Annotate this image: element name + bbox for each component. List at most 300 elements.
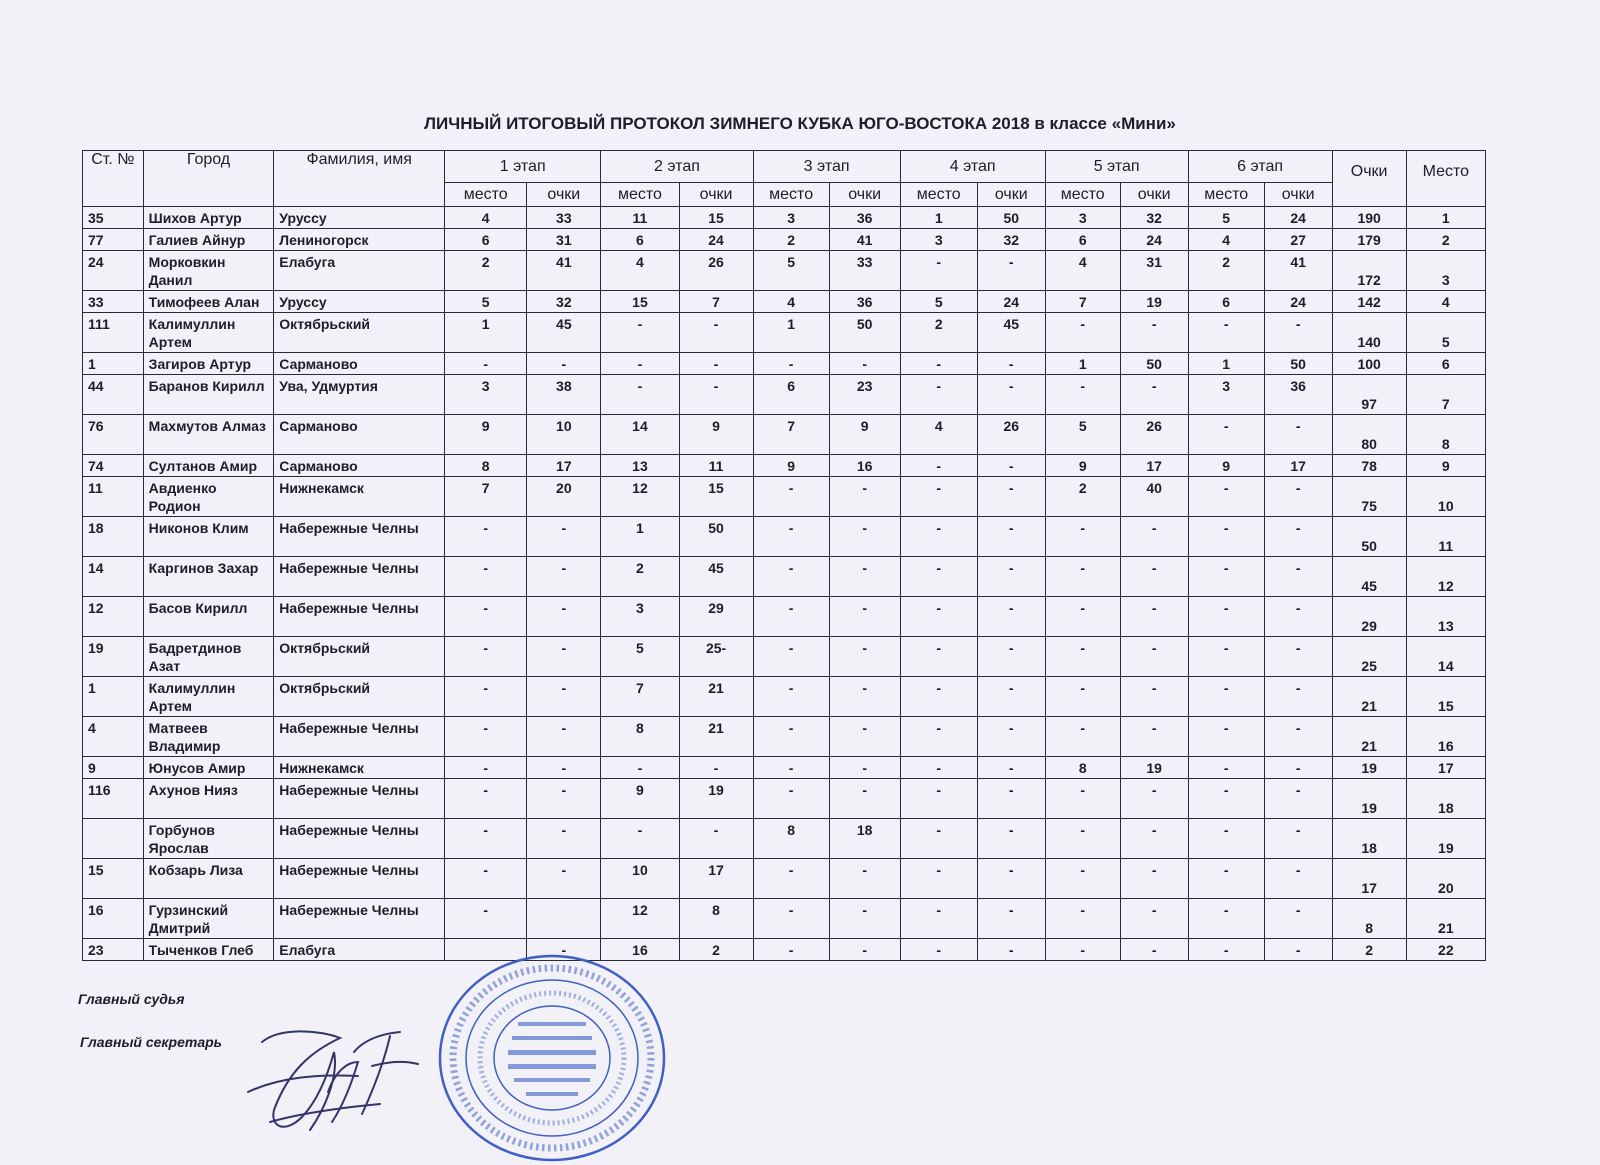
stage-5-place-cell: 1 — [1045, 353, 1120, 375]
participant-cell: Бадретдинов Азат — [143, 637, 274, 677]
table-row — [83, 557, 1486, 597]
stage-6-place-cell: 3 — [1188, 375, 1264, 415]
stage-6-place-cell: 2 — [1188, 251, 1264, 291]
table-row — [83, 717, 1486, 757]
stage-3-points-cell: 33 — [829, 251, 900, 291]
final-rank-cell: 8 — [1406, 415, 1485, 455]
stage-3-place-cell: 7 — [753, 415, 829, 455]
table-row — [83, 313, 1486, 353]
stage-3-points-cell: - — [829, 557, 900, 597]
total-points-cell: 17 — [1332, 859, 1406, 899]
stage-4-place-cell: - — [900, 455, 977, 477]
stage-2-points-cell: 25- — [679, 637, 753, 677]
stage-2-points-cell: 26 — [679, 251, 753, 291]
header-stage-4-place: место — [900, 183, 977, 207]
final-rank-cell: 18 — [1406, 779, 1485, 819]
stage-2-points-cell: 9 — [679, 415, 753, 455]
location-cell: Нижнекамск — [274, 477, 445, 517]
header-stage-4-points: очки — [977, 183, 1045, 207]
stage-6-points-cell: - — [1264, 939, 1332, 961]
stage-5-points-cell: - — [1120, 557, 1188, 597]
total-points-cell: 45 — [1332, 557, 1406, 597]
total-points-cell: 80 — [1332, 415, 1406, 455]
stage-6-place-cell: - — [1188, 899, 1264, 939]
header-stage-5: 5 этап — [1045, 151, 1188, 183]
total-points-cell: 75 — [1332, 477, 1406, 517]
location-cell: Сарманово — [274, 455, 445, 477]
stage-3-points-cell: - — [829, 353, 900, 375]
stage-4-points-cell: - — [977, 717, 1045, 757]
table-row — [83, 477, 1486, 517]
protocol-title: ЛИЧНЫЙ ИТОГОВЫЙ ПРОТОКОЛ ЗИМНЕГО КУБКА ЮГО-ВОСТОКА 2018 в классе «Мини» — [424, 114, 1176, 133]
stage-3-place-cell: - — [753, 757, 829, 779]
participant-cell: Горбунов Ярослав — [143, 819, 274, 859]
stage-4-points-cell: - — [977, 779, 1045, 819]
stage-1-points-cell: - — [527, 353, 601, 375]
stage-2-points-cell: 29 — [679, 597, 753, 637]
location-cell: Сарманово — [274, 415, 445, 455]
stage-1-place-cell: - — [445, 597, 527, 637]
location-cell: Набережные Челны — [274, 597, 445, 637]
stage-3-points-cell: 16 — [829, 455, 900, 477]
stage-2-place-cell: 15 — [601, 291, 679, 313]
stage-1-points-cell: 41 — [527, 251, 601, 291]
stage-2-points-cell: 15 — [679, 207, 753, 229]
start-number-cell: 33 — [83, 291, 144, 313]
stage-3-place-cell: - — [753, 557, 829, 597]
stage-5-points-cell: 19 — [1120, 291, 1188, 313]
chief-secretary-label: Главный секретарь — [80, 1034, 222, 1050]
final-rank-cell: 10 — [1406, 477, 1485, 517]
participant-cell: Морковкин Данил — [143, 251, 274, 291]
stage-4-points-cell: 24 — [977, 291, 1045, 313]
stage-3-place-cell: - — [753, 717, 829, 757]
stage-2-place-cell: 14 — [601, 415, 679, 455]
total-points-cell: 100 — [1332, 353, 1406, 375]
participant-cell: Басов Кирилл — [143, 597, 274, 637]
total-points-cell: 190 — [1332, 207, 1406, 229]
stage-6-place-cell: - — [1188, 637, 1264, 677]
header-total: Очки — [1332, 151, 1406, 207]
stage-2-place-cell: 7 — [601, 677, 679, 717]
start-number-cell: 116 — [83, 779, 144, 819]
total-points-cell: 78 — [1332, 455, 1406, 477]
stage-6-points-cell: - — [1264, 637, 1332, 677]
stage-5-points-cell: 32 — [1120, 207, 1188, 229]
stage-3-place-cell: - — [753, 353, 829, 375]
stage-5-points-cell: - — [1120, 819, 1188, 859]
stage-4-place-cell: - — [900, 353, 977, 375]
stage-4-points-cell: 26 — [977, 415, 1045, 455]
stage-6-points-cell: - — [1264, 899, 1332, 939]
stage-2-points-cell: 24 — [679, 229, 753, 251]
total-points-cell: 19 — [1332, 757, 1406, 779]
participant-cell: Гурзинский Дмитрий — [143, 899, 274, 939]
stage-4-points-cell: 50 — [977, 207, 1045, 229]
table-row — [83, 757, 1486, 779]
stage-5-place-cell: 9 — [1045, 455, 1120, 477]
table-row — [83, 251, 1486, 291]
stage-4-points-cell: - — [977, 353, 1045, 375]
stage-4-place-cell: - — [900, 677, 977, 717]
stage-6-place-cell: 4 — [1188, 229, 1264, 251]
stage-4-points-cell: - — [977, 637, 1045, 677]
stage-3-place-cell: 3 — [753, 207, 829, 229]
stage-2-place-cell: - — [601, 313, 679, 353]
location-cell: Набережные Челны — [274, 859, 445, 899]
table-row — [83, 291, 1486, 313]
stage-2-place-cell: 3 — [601, 597, 679, 637]
stage-1-points-cell: 10 — [527, 415, 601, 455]
stage-3-points-cell: 50 — [829, 313, 900, 353]
stage-3-place-cell: 9 — [753, 455, 829, 477]
stage-5-points-cell: - — [1120, 597, 1188, 637]
location-cell: Октябрьский — [274, 637, 445, 677]
stage-5-place-cell: - — [1045, 779, 1120, 819]
location-cell: Набережные Челны — [274, 717, 445, 757]
stage-5-points-cell: - — [1120, 899, 1188, 939]
stage-6-points-cell: 24 — [1264, 207, 1332, 229]
participant-cell: Юнусов Амир — [143, 757, 274, 779]
stage-2-place-cell: - — [601, 375, 679, 415]
stage-2-points-cell: 17 — [679, 859, 753, 899]
header-stage-6-place: место — [1188, 183, 1264, 207]
stage-5-place-cell: 2 — [1045, 477, 1120, 517]
stage-5-points-cell: - — [1120, 313, 1188, 353]
stage-4-place-cell: - — [900, 557, 977, 597]
stage-1-place-cell: 1 — [445, 313, 527, 353]
stage-4-place-cell: - — [900, 375, 977, 415]
stage-2-points-cell: 21 — [679, 677, 753, 717]
stage-5-points-cell: - — [1120, 859, 1188, 899]
start-number-cell: 14 — [83, 557, 144, 597]
stage-1-place-cell: 2 — [445, 251, 527, 291]
stage-5-place-cell: 4 — [1045, 251, 1120, 291]
location-cell: Набережные Челны — [274, 779, 445, 819]
stage-1-place-cell: 9 — [445, 415, 527, 455]
stage-1-place-cell: - — [445, 637, 527, 677]
final-rank-cell: 5 — [1406, 313, 1485, 353]
stage-1-points-cell: 31 — [527, 229, 601, 251]
stage-2-place-cell: - — [601, 353, 679, 375]
stage-6-points-cell: - — [1264, 819, 1332, 859]
stage-5-points-cell: - — [1120, 517, 1188, 557]
stage-6-place-cell: - — [1188, 819, 1264, 859]
stage-5-place-cell: - — [1045, 859, 1120, 899]
stage-4-place-cell: 1 — [900, 207, 977, 229]
stage-4-place-cell: - — [900, 939, 977, 961]
stage-5-points-cell: 31 — [1120, 251, 1188, 291]
table-row — [83, 229, 1486, 251]
header-row-stages — [83, 151, 1486, 183]
stage-5-place-cell: - — [1045, 939, 1120, 961]
stage-2-place-cell: 12 — [601, 477, 679, 517]
stage-4-place-cell: - — [900, 819, 977, 859]
stage-5-place-cell: - — [1045, 313, 1120, 353]
total-points-cell: 18 — [1332, 819, 1406, 859]
stage-1-points-cell: 17 — [527, 455, 601, 477]
stage-4-points-cell: - — [977, 859, 1045, 899]
table-row — [83, 677, 1486, 717]
location-cell: Елабуга — [274, 939, 445, 961]
stage-4-place-cell: - — [900, 859, 977, 899]
table-row — [83, 207, 1486, 229]
stage-5-place-cell: - — [1045, 819, 1120, 859]
stage-5-place-cell: 8 — [1045, 757, 1120, 779]
stage-3-points-cell: 36 — [829, 207, 900, 229]
stage-6-place-cell: - — [1188, 517, 1264, 557]
location-cell: Нижнекамск — [274, 757, 445, 779]
stage-1-points-cell: - — [527, 517, 601, 557]
header-stage-5-place: место — [1045, 183, 1120, 207]
participant-cell: Шихов Артур — [143, 207, 274, 229]
stage-6-points-cell: - — [1264, 415, 1332, 455]
final-rank-cell: 1 — [1406, 207, 1485, 229]
stage-3-place-cell: - — [753, 939, 829, 961]
stage-2-points-cell: 45 — [679, 557, 753, 597]
stage-3-points-cell: 36 — [829, 291, 900, 313]
stage-5-points-cell: 50 — [1120, 353, 1188, 375]
table-row — [83, 455, 1486, 477]
stage-5-points-cell: - — [1120, 375, 1188, 415]
final-rank-cell: 16 — [1406, 717, 1485, 757]
stage-6-place-cell: - — [1188, 859, 1264, 899]
start-number-cell: 1 — [83, 353, 144, 375]
stage-5-points-cell: - — [1120, 779, 1188, 819]
final-rank-cell: 19 — [1406, 819, 1485, 859]
stage-2-points-cell: 21 — [679, 717, 753, 757]
total-points-cell: 179 — [1332, 229, 1406, 251]
stage-6-place-cell: 5 — [1188, 207, 1264, 229]
stage-1-place-cell: - — [445, 517, 527, 557]
stage-5-place-cell: - — [1045, 517, 1120, 557]
stage-2-points-cell: 2 — [679, 939, 753, 961]
stage-3-place-cell: 1 — [753, 313, 829, 353]
header-stage-3-points: очки — [829, 183, 900, 207]
stage-6-place-cell: - — [1188, 757, 1264, 779]
stage-2-place-cell: 12 — [601, 899, 679, 939]
stage-2-points-cell: - — [679, 313, 753, 353]
stage-4-points-cell: - — [977, 819, 1045, 859]
table-row — [83, 353, 1486, 375]
participant-cell: Авдиенко Родион — [143, 477, 274, 517]
stage-1-points-cell: - — [527, 597, 601, 637]
stage-4-points-cell: - — [977, 375, 1045, 415]
stage-3-points-cell: - — [829, 939, 900, 961]
stage-2-points-cell: - — [679, 819, 753, 859]
stage-1-place-cell: 6 — [445, 229, 527, 251]
stage-4-points-cell: - — [977, 597, 1045, 637]
stage-4-points-cell: - — [977, 677, 1045, 717]
final-rank-cell: 22 — [1406, 939, 1485, 961]
total-points-cell: 25 — [1332, 637, 1406, 677]
total-points-cell: 29 — [1332, 597, 1406, 637]
total-points-cell: 19 — [1332, 779, 1406, 819]
stage-6-points-cell: 17 — [1264, 455, 1332, 477]
stage-2-place-cell: - — [601, 819, 679, 859]
start-number-cell: 24 — [83, 251, 144, 291]
participant-cell: Тимофеев Алан — [143, 291, 274, 313]
stage-3-points-cell: - — [829, 677, 900, 717]
stage-6-points-cell: 36 — [1264, 375, 1332, 415]
stage-1-points-cell: - — [527, 819, 601, 859]
location-cell: Октябрьский — [274, 677, 445, 717]
stage-2-points-cell: 50 — [679, 517, 753, 557]
stage-5-place-cell: 3 — [1045, 207, 1120, 229]
stage-6-points-cell: - — [1264, 677, 1332, 717]
stage-1-points-cell: - — [527, 939, 601, 961]
stage-3-points-cell: - — [829, 757, 900, 779]
start-number-cell: 1 — [83, 677, 144, 717]
participant-cell: Тыченков Глеб — [143, 939, 274, 961]
final-rank-cell: 20 — [1406, 859, 1485, 899]
final-rank-cell: 15 — [1406, 677, 1485, 717]
stage-3-points-cell: - — [829, 637, 900, 677]
stage-2-place-cell: 2 — [601, 557, 679, 597]
table-row — [83, 859, 1486, 899]
final-rank-cell: 2 — [1406, 229, 1485, 251]
stage-2-points-cell: 19 — [679, 779, 753, 819]
location-cell: Елабуга — [274, 251, 445, 291]
total-points-cell: 172 — [1332, 251, 1406, 291]
start-number-cell: 23 — [83, 939, 144, 961]
stage-5-points-cell: - — [1120, 677, 1188, 717]
start-number-cell: 44 — [83, 375, 144, 415]
stage-6-place-cell: - — [1188, 779, 1264, 819]
participant-cell: Баранов Кирилл — [143, 375, 274, 415]
stage-3-place-cell: 5 — [753, 251, 829, 291]
stage-2-place-cell: 9 — [601, 779, 679, 819]
stage-6-place-cell: - — [1188, 415, 1264, 455]
start-number-cell: 15 — [83, 859, 144, 899]
total-points-cell: 21 — [1332, 677, 1406, 717]
stage-2-place-cell: 8 — [601, 717, 679, 757]
start-number-cell: 76 — [83, 415, 144, 455]
stage-1-place-cell: - — [445, 717, 527, 757]
table-row — [83, 899, 1486, 939]
stage-1-place-cell: 5 — [445, 291, 527, 313]
results-table — [82, 150, 1486, 961]
stage-1-points-cell: 33 — [527, 207, 601, 229]
stage-5-place-cell: - — [1045, 597, 1120, 637]
start-number-cell: 16 — [83, 899, 144, 939]
stage-4-place-cell: 3 — [900, 229, 977, 251]
stage-1-points-cell: - — [527, 717, 601, 757]
location-cell: Набережные Челны — [274, 819, 445, 859]
table-row — [83, 939, 1486, 961]
start-number-cell: 35 — [83, 207, 144, 229]
header-city: Город — [143, 151, 274, 207]
stage-4-place-cell: - — [900, 757, 977, 779]
stage-3-place-cell: 8 — [753, 819, 829, 859]
stage-1-place-cell: 3 — [445, 375, 527, 415]
stage-6-place-cell: 6 — [1188, 291, 1264, 313]
stage-3-points-cell: - — [829, 779, 900, 819]
stage-5-place-cell: - — [1045, 375, 1120, 415]
start-number-cell: 4 — [83, 717, 144, 757]
stage-2-place-cell: 10 — [601, 859, 679, 899]
final-rank-cell: 21 — [1406, 899, 1485, 939]
stage-4-place-cell: - — [900, 637, 977, 677]
stage-2-place-cell: 5 — [601, 637, 679, 677]
header-stage-2-points: очки — [679, 183, 753, 207]
stage-4-place-cell: 5 — [900, 291, 977, 313]
header-stage-1: 1 этап — [445, 151, 601, 183]
chief-judge-label: Главный судья — [78, 991, 185, 1007]
start-number-cell: 111 — [83, 313, 144, 353]
stage-3-points-cell: 23 — [829, 375, 900, 415]
stage-6-place-cell: - — [1188, 313, 1264, 353]
header-stage-5-points: очки — [1120, 183, 1188, 207]
participant-cell: Матвеев Владимир — [143, 717, 274, 757]
start-number-cell: 19 — [83, 637, 144, 677]
stage-4-place-cell: - — [900, 477, 977, 517]
header-stage-6-points: очки — [1264, 183, 1332, 207]
stage-4-place-cell: - — [900, 717, 977, 757]
header-stage-6: 6 этап — [1188, 151, 1332, 183]
stage-1-points-cell — [527, 899, 601, 939]
stage-4-place-cell: 4 — [900, 415, 977, 455]
stage-3-place-cell: - — [753, 637, 829, 677]
stage-1-place-cell: - — [445, 677, 527, 717]
stage-1-place-cell: 8 — [445, 455, 527, 477]
total-points-cell: 97 — [1332, 375, 1406, 415]
stage-4-points-cell: - — [977, 939, 1045, 961]
stage-3-place-cell: - — [753, 779, 829, 819]
total-points-cell: 8 — [1332, 899, 1406, 939]
stage-5-points-cell: - — [1120, 939, 1188, 961]
stage-1-points-cell: 32 — [527, 291, 601, 313]
stage-2-place-cell: 1 — [601, 517, 679, 557]
stage-4-place-cell: - — [900, 517, 977, 557]
participant-cell: Каргинов Захар — [143, 557, 274, 597]
stage-1-points-cell: 20 — [527, 477, 601, 517]
total-points-cell: 21 — [1332, 717, 1406, 757]
final-rank-cell: 4 — [1406, 291, 1485, 313]
stage-6-points-cell: - — [1264, 557, 1332, 597]
total-points-cell: 50 — [1332, 517, 1406, 557]
stage-5-points-cell: 24 — [1120, 229, 1188, 251]
start-number-cell: 77 — [83, 229, 144, 251]
stage-2-points-cell: 8 — [679, 899, 753, 939]
stage-6-points-cell: 27 — [1264, 229, 1332, 251]
table-row — [83, 415, 1486, 455]
stage-6-points-cell: 41 — [1264, 251, 1332, 291]
header-stage-3: 3 этап — [753, 151, 900, 183]
stage-6-points-cell: - — [1264, 477, 1332, 517]
stage-6-place-cell: - — [1188, 717, 1264, 757]
stage-6-place-cell: - — [1188, 939, 1264, 961]
stage-5-points-cell: - — [1120, 637, 1188, 677]
location-cell: Ува, Удмуртия — [274, 375, 445, 415]
stage-6-points-cell: - — [1264, 517, 1332, 557]
stage-2-place-cell: - — [601, 757, 679, 779]
final-rank-cell: 7 — [1406, 375, 1485, 415]
stage-5-place-cell: 5 — [1045, 415, 1120, 455]
stage-4-points-cell: - — [977, 477, 1045, 517]
stage-4-points-cell: - — [977, 899, 1045, 939]
stage-5-place-cell: 7 — [1045, 291, 1120, 313]
participant-cell: Султанов Амир — [143, 455, 274, 477]
stage-1-place-cell: - — [445, 757, 527, 779]
stage-5-points-cell: 26 — [1120, 415, 1188, 455]
stage-1-points-cell: - — [527, 557, 601, 597]
organization-stamp — [436, 952, 668, 1164]
stage-1-points-cell: - — [527, 779, 601, 819]
participant-cell: Калимуллин Артем — [143, 313, 274, 353]
table-row — [83, 637, 1486, 677]
stage-5-place-cell: 6 — [1045, 229, 1120, 251]
